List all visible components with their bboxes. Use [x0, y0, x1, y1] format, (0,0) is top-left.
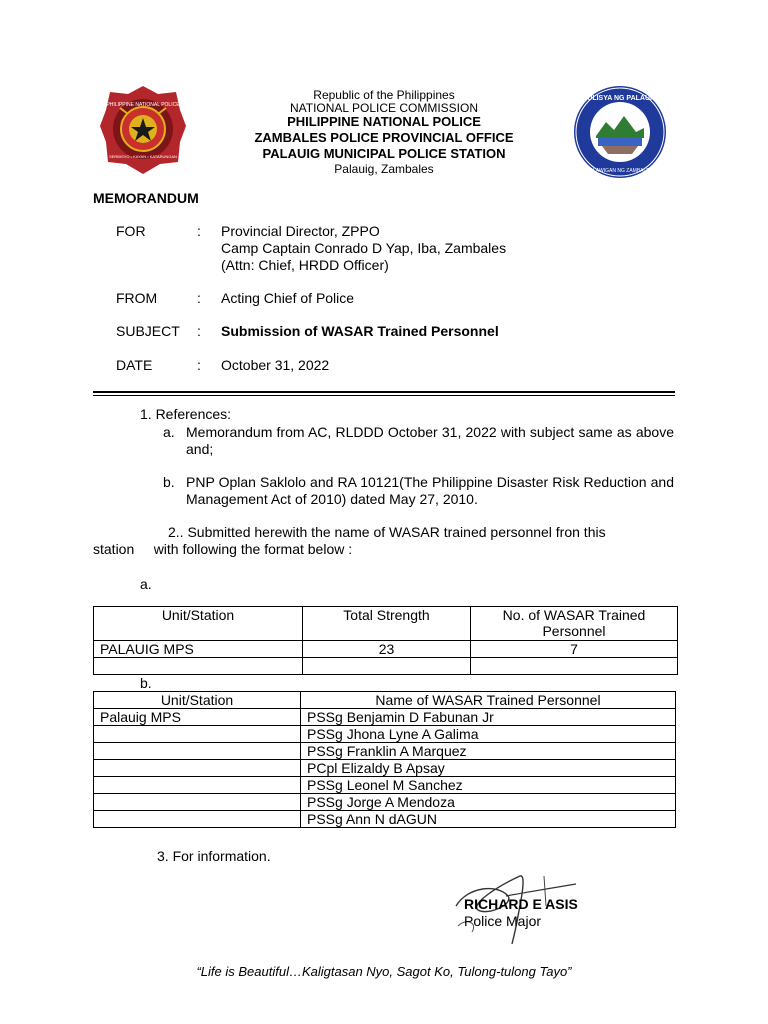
table-cell: PCpl Elizaldy B Apsay — [301, 760, 676, 777]
wasar-strength-table — [93, 606, 678, 675]
svg-text:LALAWIGAN NG ZAMBALES: LALAWIGAN NG ZAMBALES — [587, 168, 653, 174]
table-row — [94, 811, 676, 828]
for-line-2: Camp Captain Conrado D Yap, Iba, Zambales — [221, 240, 507, 256]
table-cell — [303, 658, 471, 675]
table-cell — [94, 760, 301, 777]
for-line-1: Provincial Director, ZPPO — [221, 223, 380, 239]
table-header-row — [94, 692, 676, 709]
table-row — [94, 709, 676, 726]
reference-b-text: PNP Oplan Saklolo and RA 10121(The Philippine Disaster Risk Reduction and Management Act of 2010) dated May 27, 2010. — [186, 474, 674, 507]
reference-b-marker: b. — [163, 474, 175, 490]
paragraph-2-line-2: station with following the format below : — [93, 541, 353, 557]
table-cell: PSSg Leonel M Sanchez — [301, 777, 676, 794]
for-label: FOR — [116, 223, 146, 239]
for-colon: : — [197, 223, 201, 239]
signatory-rank: Police Major — [464, 913, 542, 929]
date-value: October 31, 2022 — [221, 357, 330, 373]
from-label: FROM — [116, 290, 158, 306]
table-cell — [94, 777, 301, 794]
table-row — [94, 760, 676, 777]
subject-label: SUBJECT — [116, 323, 180, 339]
table-b-marker: b. — [140, 675, 152, 691]
svg-text:SERBISYO • KAYAN • KATARUNGAN: SERBISYO • KAYAN • KATARUNGAN — [109, 154, 177, 159]
column-header: Name of WASAR Trained Personnel — [301, 692, 676, 709]
table-cell: PSSg Jorge A Mendoza — [301, 794, 676, 811]
header-station: PALAUIG MUNICIPAL POLICE STATION — [262, 146, 506, 161]
table-row — [94, 641, 678, 658]
memo-title: MEMORANDUM — [93, 190, 199, 206]
closing-line: 3. For information. — [157, 848, 271, 864]
reference-a-text: Memorandum from AC, RLDDD October 31, 2022 with subject same as above and; — [186, 424, 674, 457]
column-header: Unit/Station — [94, 692, 301, 709]
from-colon: : — [197, 290, 201, 306]
column-header: Total Strength — [303, 607, 471, 641]
footer-motto: “Life is Beautiful…Kaligtasan Nyo, Sagot Ko, Tulong-tulong Tayo” — [196, 964, 572, 979]
table-cell — [471, 658, 678, 675]
header-location: Palauig, Zambales — [334, 162, 434, 176]
table-cell: PSSg Franklin A Marquez — [301, 743, 676, 760]
header-napolcom: NATIONAL POLICE COMMISSION — [289, 101, 479, 115]
table-row — [94, 777, 676, 794]
references-heading: 1. References: — [140, 406, 232, 422]
table-cell: PALAUIG MPS — [94, 641, 303, 658]
column-header: Unit/Station — [94, 607, 303, 641]
from-value: Acting Chief of Police — [221, 290, 355, 306]
table-cell: Palauig MPS — [94, 709, 301, 726]
column-header: No. of WASAR Trained Personnel — [471, 607, 678, 641]
for-line-3: (Attn: Chief, HRDD Officer) — [221, 257, 389, 273]
table-cell: 7 — [471, 641, 678, 658]
header-pnp: PHILIPPINE NATIONAL POLICE — [287, 114, 481, 129]
date-colon: : — [197, 357, 201, 373]
table-cell — [94, 726, 301, 743]
table-cell: PSSg Benjamin D Fabunan Jr — [301, 709, 676, 726]
header-republic: Republic of the Philippines — [313, 88, 455, 102]
subject-value: Submission of WASAR Trained Personnel — [221, 323, 499, 339]
table-cell — [94, 658, 303, 675]
date-label: DATE — [116, 357, 153, 373]
subject-colon: : — [197, 323, 201, 339]
reference-a-marker: a. — [163, 424, 175, 440]
svg-text:PHILIPPINE NATIONAL POLICE: PHILIPPINE NATIONAL POLICE — [106, 102, 180, 108]
table-row — [94, 658, 678, 675]
table-cell: 23 — [303, 641, 471, 658]
wasar-personnel-table — [93, 691, 676, 828]
table-row — [94, 794, 676, 811]
table-cell — [94, 794, 301, 811]
signatory-name: RICHARD E ASIS — [464, 896, 578, 912]
table-cell — [94, 811, 301, 828]
table-header-row — [94, 607, 678, 641]
table-cell — [94, 743, 301, 760]
table-cell: PSSg Ann N dAGUN — [301, 811, 676, 828]
table-a-marker: a. — [140, 576, 152, 592]
paragraph-2-line-1: 2.. Submitted herewith the name of WASAR trained personnel fron this — [168, 524, 606, 540]
header-provincial-office: ZAMBALES POLICE PROVINCIAL OFFICE — [254, 130, 514, 145]
svg-text:PULISYA NG PALAUIG: PULISYA NG PALAUIG — [582, 95, 658, 102]
table-cell: PSSg Jhona Lyne A Galima — [301, 726, 676, 743]
table-row — [94, 743, 676, 760]
table-row — [94, 726, 676, 743]
header-divider-thin — [93, 395, 675, 396]
